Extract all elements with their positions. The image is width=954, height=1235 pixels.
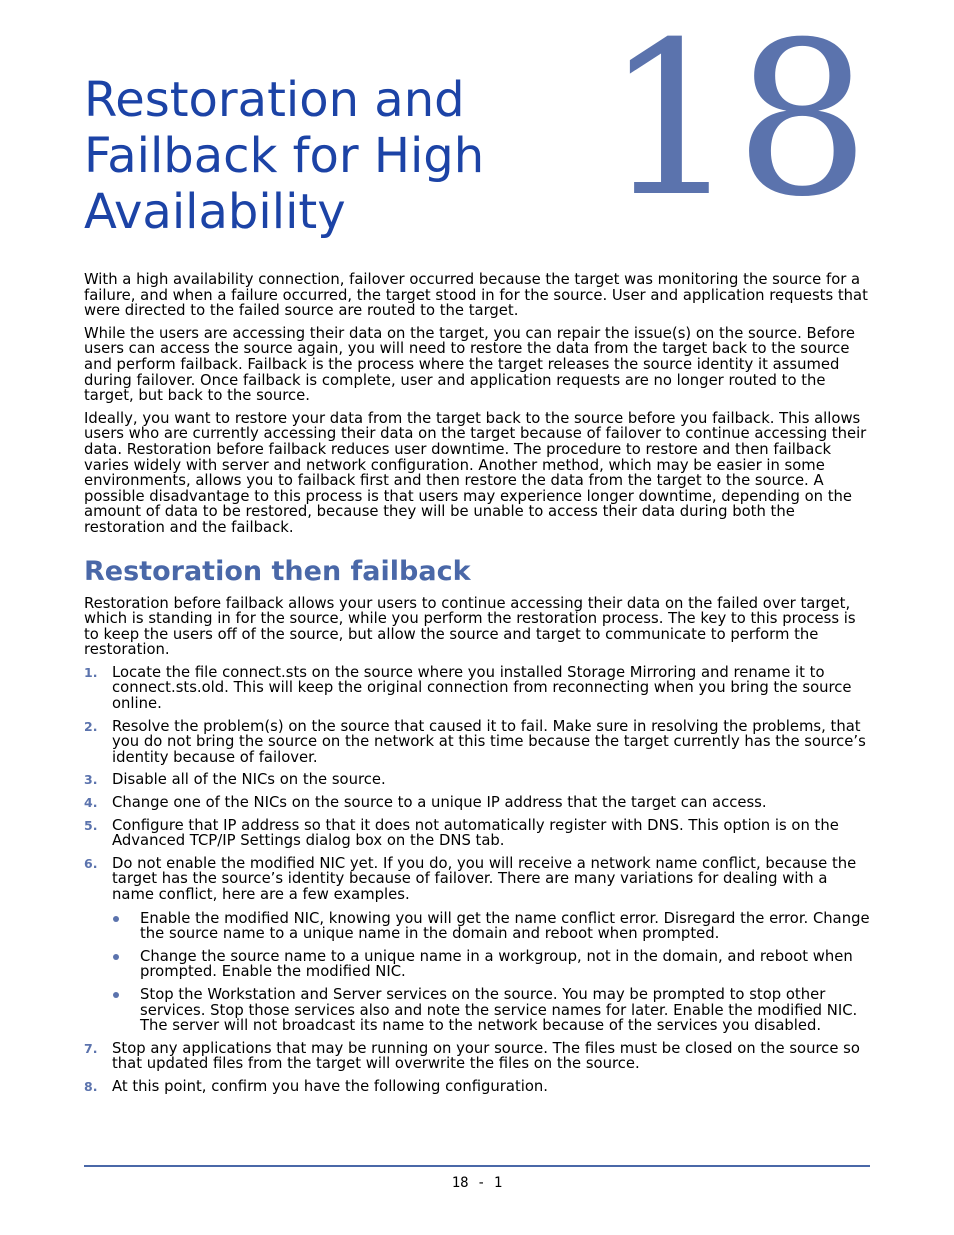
sub-bullet-text: Enable the modified NIC, knowing you will get the name conflict error. Disregard the error. Change the source name to a unique name in the domain and reboot when prompted. <box>140 909 870 943</box>
step-text: At this point, confirm you have the following configuration. <box>112 1077 549 1095</box>
step-item <box>84 1041 870 1072</box>
sub-bullet-list <box>112 911 870 1034</box>
bullet-icon <box>113 916 119 922</box>
step-number: 7. <box>84 1040 98 1056</box>
intro-paragraph: While the users are accessing their data on the target, you can repair the issue(s) on the source. Before users can access the source again, you will need to restore the data from the target back to the source and perform failback. Failback is the process where the target releases the source identity it assumed during failover. Once failback is complete, user and application requests are no longer routed to the target, but back to the source. <box>84 324 855 405</box>
step-item <box>84 818 870 849</box>
step-item <box>84 856 870 1034</box>
intro-paragraph: With a high availability connection, failover occurred because the target was monitoring the source for a failure, and when a failure occurred, the target stood in for the source. User and application requests that were directed to the failed source are routed to the target. <box>84 271 868 320</box>
sub-bullet-item <box>112 987 870 1034</box>
step-number: 2. <box>84 718 98 734</box>
sub-bullet-item <box>112 911 870 942</box>
step-text: Locate the file connect.sts on the source where you installed Storage Mirroring and rename it to connect.sts.old. This will keep the original connection from reconnecting when you bring the source online. <box>112 663 852 713</box>
step-item <box>84 665 870 712</box>
chapter-number: 18 <box>604 0 866 243</box>
sub-bullet-text: Change the source name to a unique name in a workgroup, not in the domain, and reboot when prompted. Enable the modified NIC. <box>140 947 853 981</box>
step-item <box>84 719 870 766</box>
step-number: 3. <box>84 772 98 788</box>
step-number: 8. <box>84 1078 98 1094</box>
step-text: Stop any applications that may be running on your source. The files must be closed on the source so that updated files from the target will overwrite the files on the source. <box>112 1039 860 1073</box>
step-number: 4. <box>84 795 98 811</box>
bullet-icon <box>113 954 119 960</box>
step-number: 1. <box>84 664 98 680</box>
step-text: Disable all of the NICs on the source. <box>112 771 386 789</box>
chapter-title: Restoration and Failback for High Availability <box>84 72 485 240</box>
step-number: 6. <box>84 855 98 871</box>
steps-list <box>84 665 870 1095</box>
intro-paragraph: Ideally, you want to restore your data from the target back to the source before you failback. This allows users who are currently accessing their data on the target because of failover to continue accessing their data. Restoration before failback reduces user downtime. The procedure to restore and then failback varies widely with server and network configuration. Another method, which may be easier in some environments, allows you to failback first and then restore the data from the target to the source. A possible disadvantage to this process is that users may experience longer downtime, depending on the amount of data to be restored, because they will be unable to access their data during both the restoration and the failback. <box>84 409 867 536</box>
step-item <box>84 1079 870 1095</box>
step-item <box>84 772 870 788</box>
step-item <box>84 795 870 811</box>
step-text: Resolve the problem(s) on the source that caused it to fail. Make sure in resolving the problems, that you do not bring the source on the network at this time because the target currently has the source’s identity because of failover. <box>112 717 866 766</box>
bullet-icon <box>113 992 119 998</box>
section-intro: Restoration before failback allows your users to continue accessing their data on the failed over target, which is standing in for the source, while you perform the restoration process. The key to this process is to keep the users off of the source, but allow the source and target to communicate to perform the restoration. <box>84 594 856 659</box>
step-text: Change one of the NICs on the source to a unique IP address that the target can access. <box>112 794 767 812</box>
step-text: Do not enable the modified NIC yet. If you do, you will receive a network name conflict, because the target has the source’s identity because of failover. There are many variations for dealing with a name conflict, here are a few examples. <box>112 854 857 903</box>
page-content <box>84 272 870 1102</box>
step-number: 5. <box>84 817 98 833</box>
step-text: Configure that IP address so that it does not automatically register with DNS. This option is on the Advanced TCP/IP Settings dialog box on the DNS tab. <box>112 816 839 850</box>
page-number: 18 - 1 <box>451 1175 503 1191</box>
sub-bullet-text: Stop the Workstation and Server services on the source. You may be prompted to stop other services. Stop those services also and note the service names for later. Enable the modified NIC. The server will not broadcast its name to the network because of the services you disabled. <box>140 985 858 1035</box>
section-heading: Restoration then failback <box>84 555 471 587</box>
sub-bullet-item <box>112 949 870 980</box>
footer-divider <box>84 1165 870 1167</box>
